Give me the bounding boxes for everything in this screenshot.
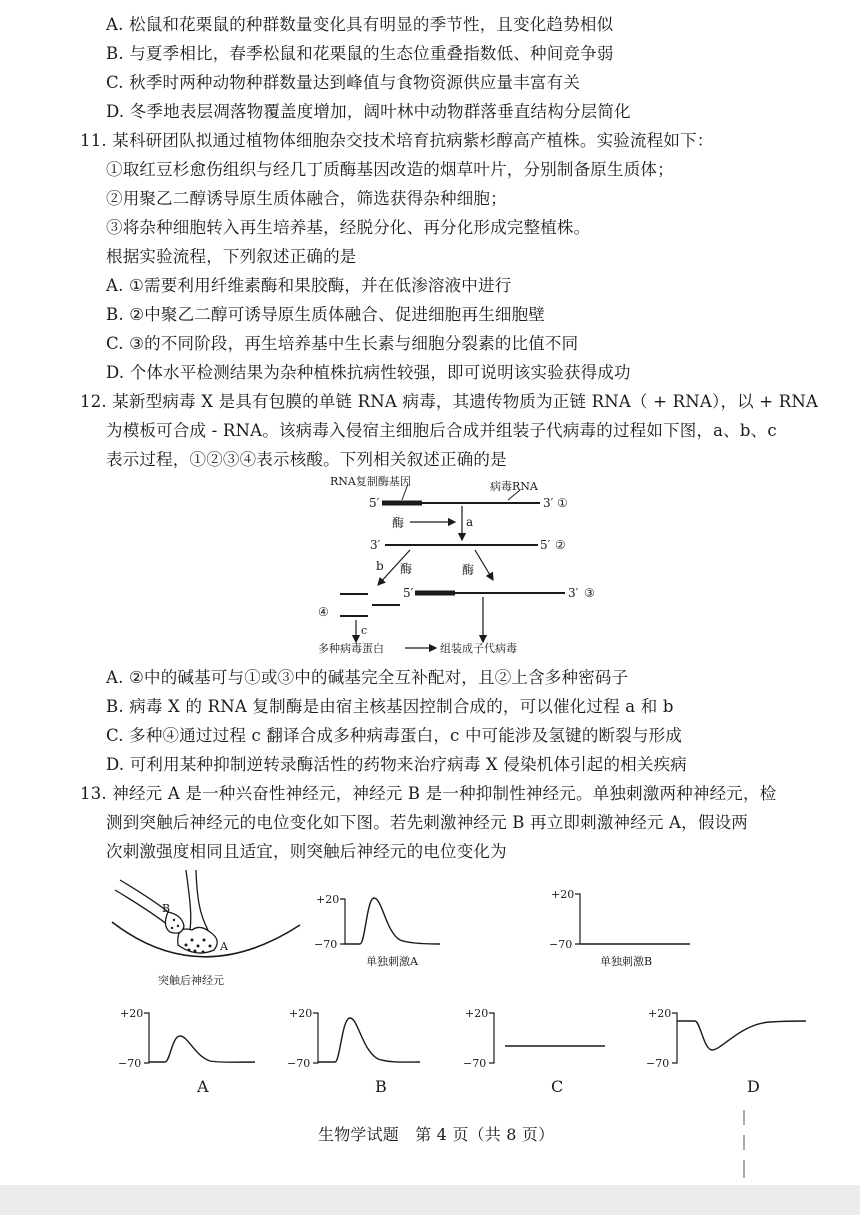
q12-stem-line-2: 为模板可合成 - RNA。该病毒入侵宿主细胞后合成并组装子代病毒的过程如下图，a、b、c [106,421,777,440]
synapse-label-a: A [220,940,228,953]
enzyme-label-2: 酶 [400,562,413,576]
scan-bottom-shade [0,1185,860,1215]
graph-a-ytop: +20 [316,893,340,906]
label-rep-gene: RNA复制酶基因 [330,475,411,488]
answer-label-d: D [747,1077,760,1096]
q12-option-b: B. 病毒 X 的 RNA 复制酶是由宿主核基因控制合成的，可以催化过程 a 和 b [106,697,674,716]
strand-3-3end: 3′ [568,586,579,600]
process-b-label: b [376,559,384,573]
q13-stem-line-3: 次刺激强度相同且适宜，则突触后神经元的电位变化为 [106,842,507,861]
q11-step-3: ③将杂种细胞转入再生培养基，经脱分化、再分化形成完整植株。 [106,218,591,237]
strand-4-mark: ④ [318,605,329,619]
q12-option-a: A. ②中的碱基可与①或③中的碱基完全互补配对，且②上含多种密码子 [106,668,629,687]
strand-3-mark: ③ [584,586,595,600]
ans-c-ybottom: −70 [463,1057,487,1070]
q10-option-d: D. 冬季地表层凋落物覆盖度增加，阔叶林中动物群落垂直结构分层简化 [106,102,631,121]
q10-option-a: A. 松鼠和花栗鼠的种群数量变化具有明显的季节性，且变化趋势相似 [106,15,614,34]
graph-b-ytop: +20 [551,888,575,901]
q12-option-c: C. 多种④通过过程 c 翻译合成多种病毒蛋白，c 中可能涉及氢键的断裂与形成 [106,726,683,745]
ans-b-ytop: +20 [289,1007,313,1020]
strand-1-mark: ① [557,496,568,510]
strand-1-3end: 3′ [543,496,554,510]
q11-step-2: ②用聚乙二醇诱导原生质体融合，筛选获得杂种细胞； [106,189,507,208]
ans-b-ybottom: −70 [287,1057,311,1070]
graph-b-caption: 单独刺激B [600,955,653,968]
page-footer: 生物学试题 第 4 页（共 8 页） [318,1125,555,1144]
answer-label-b: B [375,1077,387,1096]
graph-a-ybottom: −70 [314,938,338,951]
synapse-caption: 突触后神经元 [158,974,224,987]
q11-option-c: C. ③的不同阶段，再生培养基中生长素与细胞分裂素的比值不同 [106,334,579,353]
enzyme-label-1: 酶 [392,516,405,530]
q12-stem-line-1: 12. 某新型病毒 X 是具有包膜的单链 RNA 病毒，其遗传物质为正链 RNA（ + RNA），以 + RNA [80,392,819,411]
ans-d-ybottom: −70 [646,1057,670,1070]
q11-stem: 11. 某科研团队拟通过植物体细胞杂交技术培育抗病紫杉醇高产植株。实验流程如下： [80,131,714,150]
strand-2-mark: ② [555,538,566,552]
q11-option-d: D. 个体水平检测结果为杂种植株抗病性较强，即可说明该实验获得成功 [106,363,631,382]
label-proteins: 多种病毒蛋白 [318,642,384,655]
ans-a-ybottom: −70 [118,1057,142,1070]
q12-option-d: D. 可利用某种抑制逆转录酶活性的药物来治疗病毒 X 侵染机体引起的相关疾病 [106,755,687,774]
answer-label-a: A [197,1077,209,1096]
label-viral-rna: 病毒RNA [490,480,538,493]
process-c-label: c [361,624,368,637]
label-assemble: 组装成子代病毒 [440,642,517,655]
q13-stem-line-1: 13. 神经元 A 是一种兴奋性神经元，神经元 B 是一种抑制性神经元。单独刺激两种神经元，检 [80,784,777,803]
graph-a-caption: 单独刺激A [366,955,418,968]
q11-option-a: A. ①需要利用纤维素酶和果胶酶，并在低渗溶液中进行 [106,276,512,295]
graph-b-ybottom: −70 [549,938,573,951]
synapse-label-b: B [162,902,171,915]
q13-stem-line-2: 测到突触后神经元的电位变化如下图。若先刺激神经元 B 再立即刺激神经元 A，假设两 [106,813,748,832]
q12-stem-line-3: 表示过程，①②③④表示核酸。下列相关叙述正确的是 [106,450,507,469]
q11-question: 根据实验流程，下列叙述正确的是 [106,247,357,266]
q11-step-1: ①取红豆杉愈伤组织与经几丁质酶基因改造的烟草叶片，分别制备原生质体； [106,160,674,179]
strand-1-5end: 5′ [369,496,380,510]
strand-2-5end: 5′ [540,538,551,552]
ans-c-ytop: +20 [465,1007,489,1020]
strand-3-5end: 5′ [403,586,414,600]
ans-a-ytop: +20 [120,1007,144,1020]
q10-option-c: C. 秋季时两种动物种群数量达到峰值与食物资源供应量丰富有关 [106,73,581,92]
enzyme-label-3: 酶 [462,563,475,577]
process-a-label: a [466,515,474,529]
ans-d-ytop: +20 [648,1007,672,1020]
answer-label-c: C [551,1077,564,1096]
q10-option-b: B. 与夏季相比，春季松鼠和花栗鼠的生态位重叠指数低、种间竞争弱 [106,44,614,63]
strand-2-3end: 3′ [370,538,381,552]
q11-option-b: B. ②中聚乙二醇可诱导原生质体融合、促进细胞再生细胞壁 [106,305,546,324]
